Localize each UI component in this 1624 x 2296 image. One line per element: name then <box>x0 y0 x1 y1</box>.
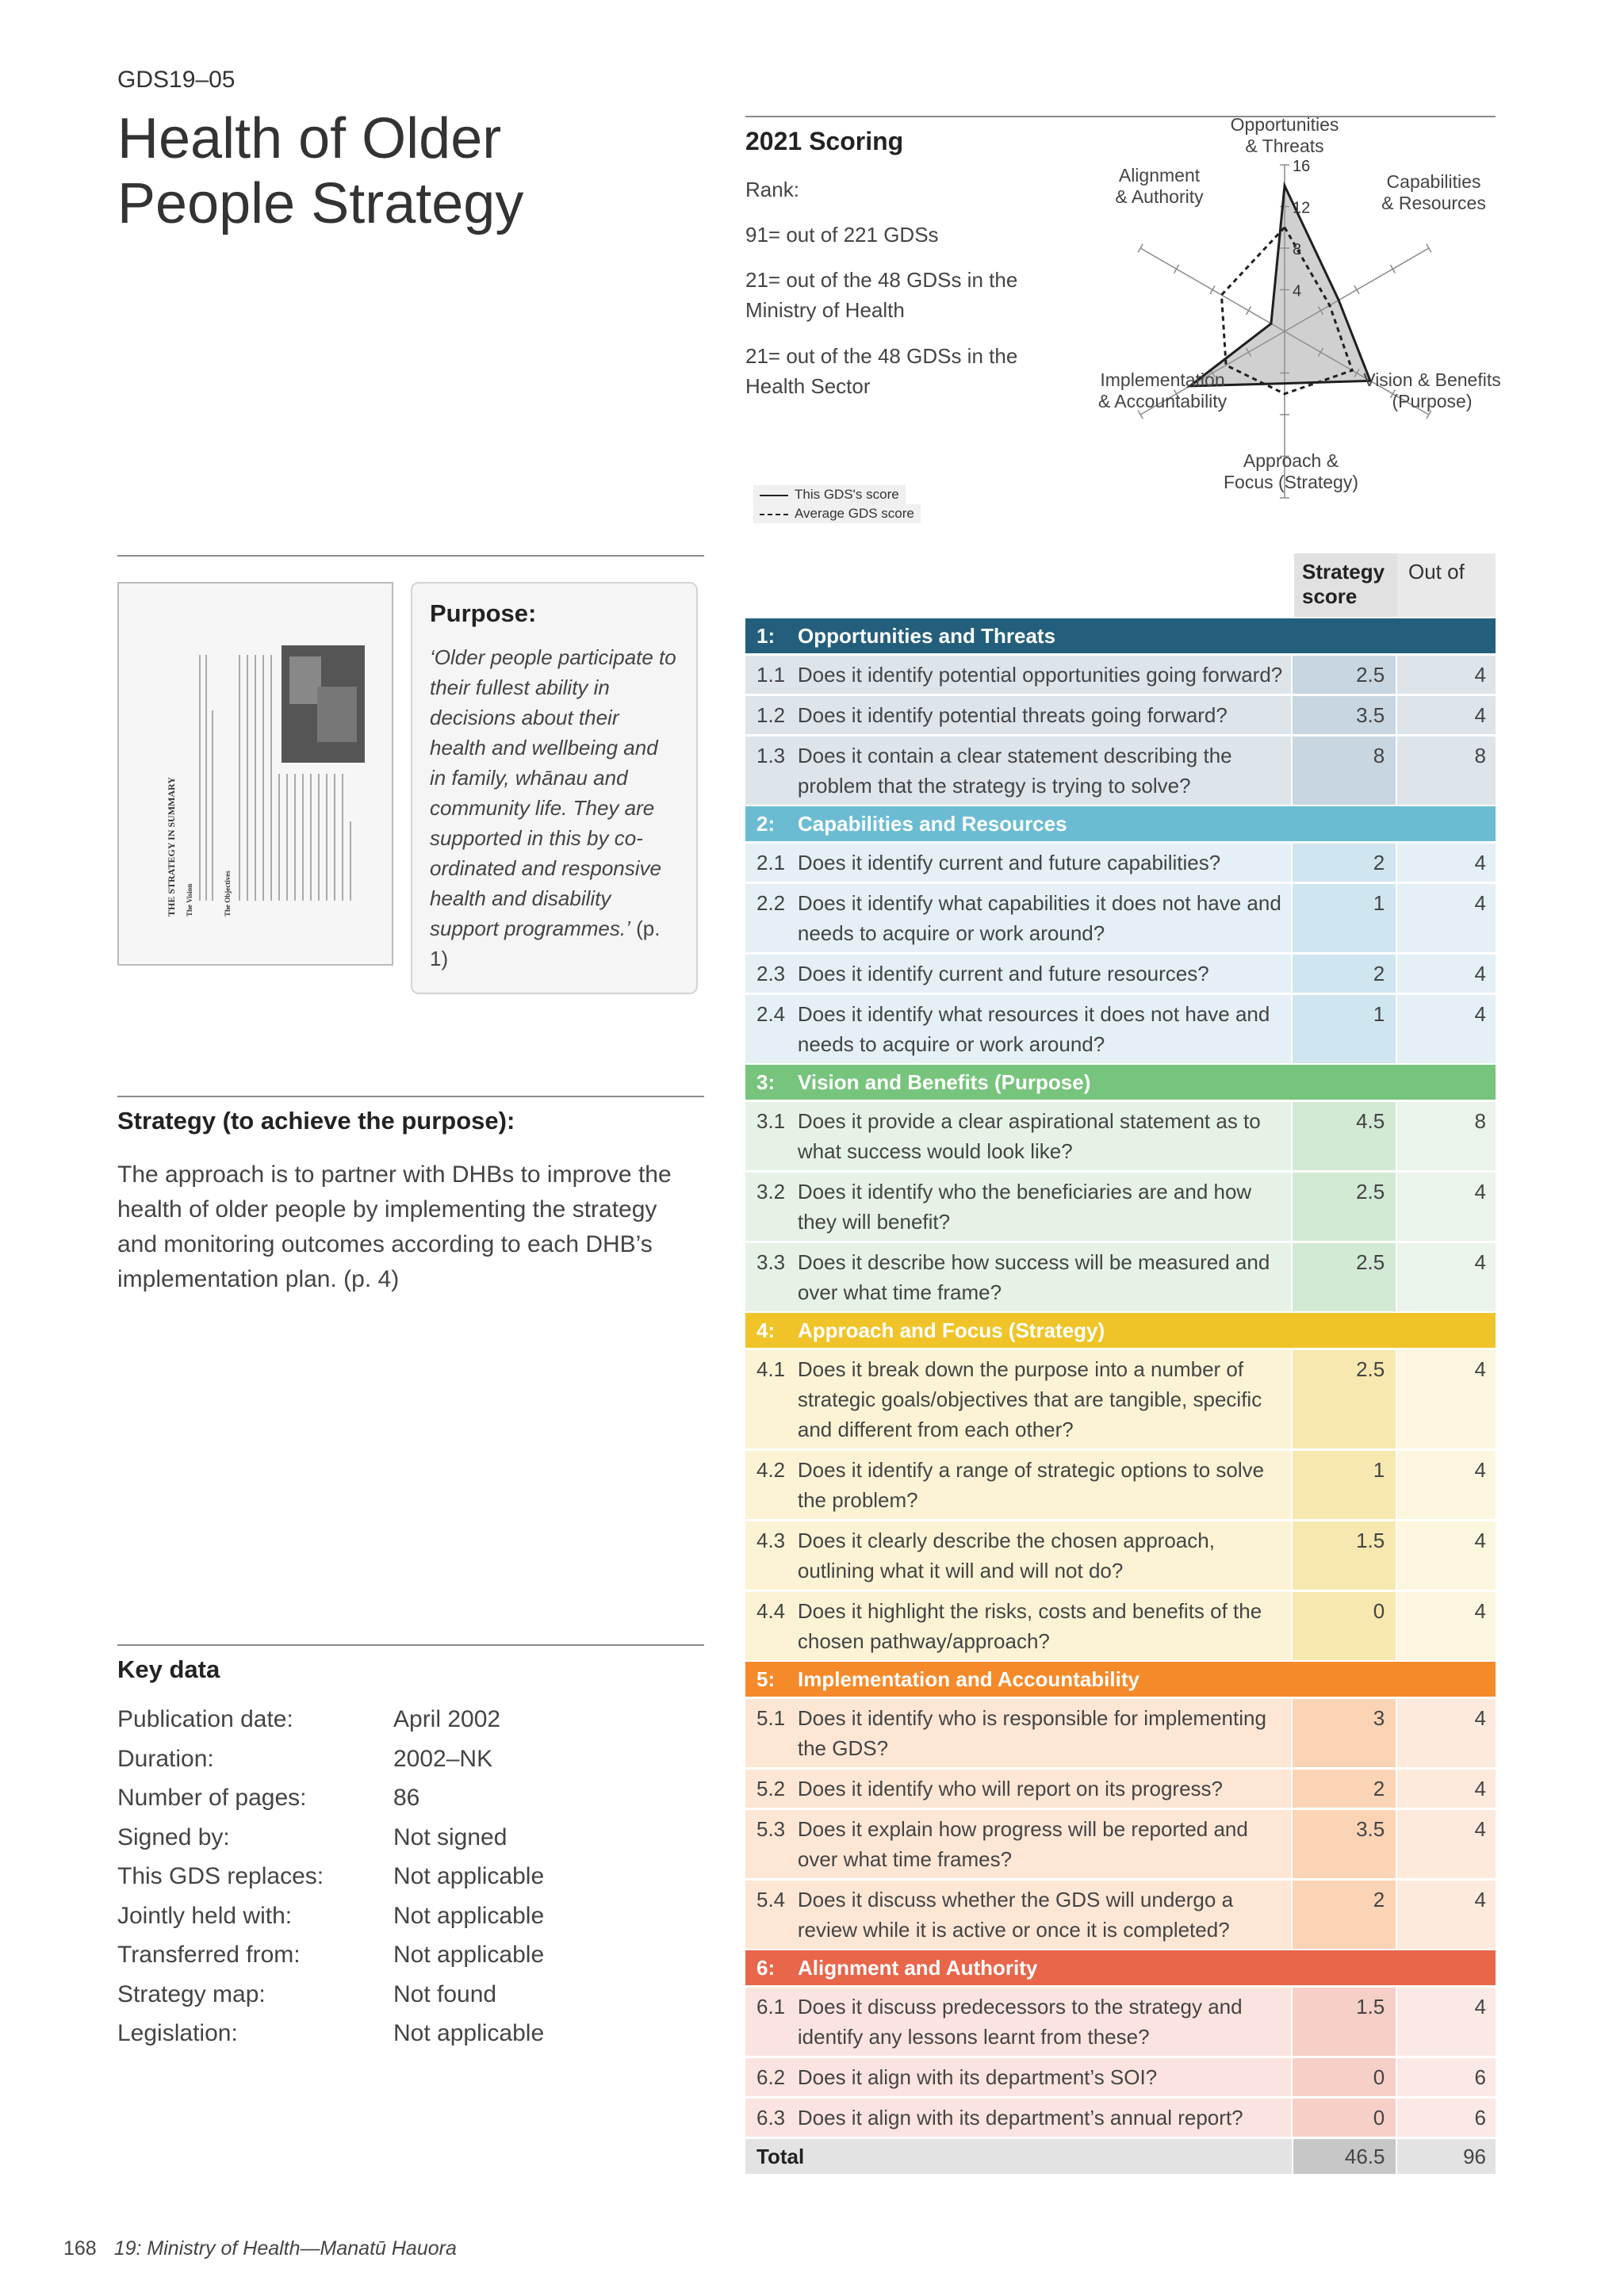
table-row <box>745 844 1496 882</box>
question-text: Does it discuss whether the GDS will undergo a review while it is active or once it is completed? <box>798 1881 1292 1949</box>
key-data-value: Not applicable <box>393 1863 545 1889</box>
radar-axis-label <box>1064 165 1254 208</box>
out-of-score: 8 <box>1397 737 1496 805</box>
strategy-score: 0 <box>1293 2099 1396 2137</box>
question-text: Does it clearly describe the chosen approach, outlining what it will and will not do? <box>798 1521 1292 1590</box>
radar-tick <box>1247 307 1251 315</box>
radar-tick <box>1174 265 1179 273</box>
strategy-score: 2 <box>1293 844 1396 882</box>
strategy-score: 2.5 <box>1293 1173 1396 1241</box>
out-of-score: 4 <box>1397 1770 1496 1808</box>
radar-axis-label-line: Implementation <box>1100 369 1225 390</box>
question-text: Does it contain a clear statement describing the problem that the strategy is trying to solve? <box>798 737 1292 805</box>
strategy-score: 1.5 <box>1293 1988 1396 2056</box>
radar-axis-label <box>1067 369 1258 412</box>
key-data-row <box>117 1778 544 1818</box>
key-data-value: Not signed <box>393 1823 508 1850</box>
question-number: 3.2 <box>745 1173 798 1241</box>
radar-axis-label <box>1339 171 1529 214</box>
legend-this-gds: This GDS's score <box>753 485 906 504</box>
legend-average: Average GDS score <box>753 504 921 523</box>
question-text: Does it identify current and future resources? <box>798 955 1292 993</box>
radar-axis-label-line: Focus (Strategy) <box>1224 472 1358 492</box>
table-row <box>745 1881 1496 1949</box>
out-of-score: 4 <box>1397 884 1496 952</box>
table-row <box>745 884 1496 952</box>
section-number: 5: <box>756 1667 776 1691</box>
key-data-row <box>117 2014 544 2053</box>
purpose-reference: (p. 1) <box>430 916 661 970</box>
key-data-value: Not applicable <box>393 1942 545 1968</box>
key-data-label: Publication date: <box>117 1706 293 1732</box>
key-data-label: Strategy map: <box>117 1980 266 2007</box>
key-data-row <box>117 1896 544 1936</box>
key-data-row <box>117 1975 544 2015</box>
radar-tick <box>1210 285 1215 293</box>
question-number: 1.3 <box>745 737 798 805</box>
section-number: 6: <box>756 1955 776 1980</box>
purpose-box <box>411 582 698 994</box>
radar-axis-label-line: Vision & Benefits <box>1363 369 1501 390</box>
radar-axis-label <box>1196 450 1386 493</box>
key-data-label: Number of pages: <box>117 1785 307 1811</box>
page-number: 168 <box>63 2237 97 2260</box>
total-score: 46.5 <box>1293 2139 1396 2174</box>
radar-axis-label-line: & Accountability <box>1097 391 1228 411</box>
key-data-row <box>117 1818 544 1858</box>
out-of-score: 4 <box>1397 1173 1496 1241</box>
section-title: Vision and Benefits (Purpose) <box>798 1070 1091 1094</box>
column-header-out-of: Out of <box>1397 553 1496 617</box>
divider <box>117 555 704 557</box>
key-data-label: Transferred from: <box>117 1942 301 1968</box>
strategy-score: 0 <box>1293 2058 1396 2096</box>
out-of-score: 4 <box>1397 1521 1496 1590</box>
question-number: 1.1 <box>745 656 798 694</box>
solid-line-icon <box>760 495 788 496</box>
key-data-table <box>117 1700 544 2053</box>
page-title <box>117 106 672 236</box>
radar-tick <box>1138 244 1143 252</box>
strategy-score: 1 <box>1293 884 1396 952</box>
question-text: Does it identify what capabilities it does not have and needs to acquire or work around? <box>798 884 1292 952</box>
out-of-score: 4 <box>1397 1592 1496 1660</box>
radar-series-this-gds <box>1190 186 1370 386</box>
radar-tick-label: 8 <box>1293 241 1302 258</box>
strategy-score: 2 <box>1293 955 1396 993</box>
divider <box>117 1644 704 1646</box>
question-number: 6.1 <box>745 1988 798 2056</box>
thumb-vision: The Vision <box>186 883 193 916</box>
section-header <box>745 1065 1496 1100</box>
table-row <box>745 1592 1496 1660</box>
strategy-heading: Strategy (to achieve the purpose): <box>117 1107 515 1135</box>
question-text: Does it align with its department’s SOI? <box>798 2058 1292 2096</box>
out-of-score: 6 <box>1397 2099 1496 2137</box>
radar-tick-label: 12 <box>1293 199 1311 217</box>
out-of-score: 4 <box>1397 844 1496 882</box>
total-out-of: 96 <box>1397 2139 1496 2174</box>
radar-axis-label-line: Approach & <box>1243 450 1339 471</box>
dashed-line-icon <box>760 514 788 515</box>
radar-axis-label-line: Alignment <box>1118 165 1201 186</box>
radar-tick-label: 16 <box>1293 158 1311 175</box>
section-title: Alignment and Authority <box>798 1955 1038 1980</box>
out-of-score: 4 <box>1397 656 1496 694</box>
out-of-score: 4 <box>1397 1350 1496 1448</box>
radar-tick <box>1354 285 1359 293</box>
section-number: 3: <box>756 1070 776 1094</box>
question-text: Does it identify potential threats going forward? <box>798 696 1292 734</box>
key-data-value: Not applicable <box>393 2020 545 2046</box>
thumb-heading: THE STRATEGY IN SUMMARY <box>166 777 177 916</box>
strategy-score: 1 <box>1293 995 1396 1063</box>
question-text: Does it identify who is responsible for implementing the GDS? <box>798 1699 1292 1767</box>
rank-sector: 21= out of the 48 GDSs in the Health Sector <box>745 344 1018 398</box>
strategy-text: The approach is to partner with DHBs to improve the health of older people by implementing the strategy and monitoring outcomes according to each DHB’s implementation plan. (p. 4) <box>117 1161 672 1292</box>
key-data-label: Legislation: <box>117 2020 238 2046</box>
question-text: Does it align with its department’s annual report? <box>798 2099 1292 2137</box>
table-row <box>745 1451 1496 1519</box>
strategy-score: 3.5 <box>1293 696 1396 734</box>
section-title: Opportunities and Threats <box>798 623 1056 648</box>
table-row <box>745 1243 1496 1311</box>
question-number: 5.2 <box>745 1770 798 1808</box>
table-row <box>745 1521 1496 1590</box>
out-of-score: 6 <box>1397 2058 1496 2096</box>
question-number: 4.4 <box>745 1592 798 1660</box>
strategy-score: 2.5 <box>1293 1350 1396 1448</box>
question-text: Does it identify potential opportunities going forward? <box>798 656 1292 694</box>
question-text: Does it identify what resources it does not have and needs to acquire or work around? <box>798 995 1292 1063</box>
out-of-score: 4 <box>1397 955 1496 993</box>
table-row <box>745 737 1496 805</box>
question-number: 6.3 <box>745 2099 798 2137</box>
section-header <box>745 806 1496 841</box>
section-header <box>745 1662 1496 1697</box>
radar-axis-label <box>1189 114 1380 157</box>
section-header <box>745 1950 1496 1985</box>
strategy-score: 2.5 <box>1293 1243 1396 1311</box>
question-text: Does it identify who will report on its progress? <box>798 1770 1292 1808</box>
section-header <box>745 1313 1496 1348</box>
question-number: 2.2 <box>745 884 798 952</box>
radar-axis-label-line: (Purpose) <box>1392 391 1473 411</box>
table-row <box>745 656 1496 694</box>
table-row <box>745 1102 1496 1170</box>
strategy-score: 2 <box>1293 1770 1396 1808</box>
question-text: Does it identify a range of strategic options to solve the problem? <box>798 1451 1292 1519</box>
question-text: Does it identify current and future capabilities? <box>798 844 1292 882</box>
radar-tick <box>1427 244 1431 252</box>
key-data-value: Not found <box>393 1980 497 2007</box>
score-table <box>745 553 1496 2174</box>
table-row <box>745 2099 1496 2137</box>
table-row <box>745 955 1496 993</box>
chapter-title: 19: Ministry of Health—Manatū Hauora <box>113 2237 457 2260</box>
question-text: Does it explain how progress will be reported and over what time frames? <box>798 1810 1292 1878</box>
strategy-score: 1.5 <box>1293 1521 1396 1590</box>
strategy-score: 2.5 <box>1293 656 1396 694</box>
out-of-score: 4 <box>1397 1810 1496 1878</box>
question-number: 4.1 <box>745 1350 798 1448</box>
radar-tick-label: 4 <box>1293 282 1302 300</box>
thumb-objectives: The Objectives <box>224 871 232 916</box>
rank-label: Rank: <box>745 178 799 201</box>
out-of-score: 4 <box>1397 1699 1496 1767</box>
table-row <box>745 995 1496 1063</box>
question-text: Does it highlight the risks, costs and benefits of the chosen pathway/approach? <box>798 1592 1292 1660</box>
strategy-score: 3.5 <box>1293 1810 1396 1878</box>
purpose-quote: ‘Older people participate to their fullest ability in decisions about their health and wellbeing and in family, whānau and community life. They are supported in this by co-ordinated and responsive health and disability support programmes.’ <box>430 645 676 940</box>
section-number: 1: <box>756 623 776 648</box>
table-header <box>745 553 1496 617</box>
question-text: Does it identify who the beneficiaries are and how they will benefit? <box>798 1173 1292 1241</box>
total-label: Total <box>745 2139 1292 2174</box>
radar-axis-label-line: & Authority <box>1115 186 1204 207</box>
purpose-text <box>430 642 679 974</box>
strategy-score: 3 <box>1293 1699 1396 1767</box>
out-of-score: 4 <box>1397 1881 1496 1949</box>
radar-axis-label-line: & Threats <box>1245 136 1324 156</box>
question-number: 2.1 <box>745 844 798 882</box>
key-data-row <box>117 1700 544 1739</box>
radar-axis-label-line: & Resources <box>1381 193 1486 213</box>
key-data-label: Signed by: <box>117 1823 230 1850</box>
question-number: 4.2 <box>745 1451 798 1519</box>
divider <box>117 1096 704 1097</box>
out-of-score: 8 <box>1397 1102 1496 1170</box>
out-of-score: 4 <box>1397 995 1496 1063</box>
radar-axis-label-line: Opportunities <box>1230 114 1339 135</box>
key-data-value: Not applicable <box>393 1902 545 1929</box>
key-data-row <box>117 1857 544 1896</box>
table-row <box>745 1350 1496 1448</box>
out-of-score: 4 <box>1397 696 1496 734</box>
divider <box>745 116 1496 117</box>
section-number: 2: <box>756 811 776 836</box>
strategy-score: 2 <box>1293 1881 1396 1949</box>
question-number: 3.3 <box>745 1243 798 1311</box>
table-row <box>745 696 1496 734</box>
scoring-title: 2021 Scoring <box>745 127 904 155</box>
key-data-value: 86 <box>393 1785 420 1811</box>
section-title: Implementation and Accountability <box>798 1667 1139 1691</box>
question-number: 2.4 <box>745 995 798 1063</box>
table-row <box>745 2058 1496 2096</box>
table-row <box>745 1770 1496 1808</box>
page-footer <box>63 2237 457 2260</box>
key-data-label: Jointly held with: <box>117 1902 293 1929</box>
column-header-score: Strategy score <box>1294 553 1397 617</box>
table-row <box>745 1810 1496 1878</box>
table-row <box>745 1699 1496 1767</box>
title-line-1: Health of Older <box>117 107 502 170</box>
cover-image <box>119 584 392 964</box>
section-title: Approach and Focus (Strategy) <box>798 1318 1105 1342</box>
question-number: 5.3 <box>745 1810 798 1878</box>
question-text: Does it discuss predecessors to the strategy and identify any lessons learnt from these? <box>798 1988 1292 2056</box>
question-number: 5.1 <box>745 1699 798 1767</box>
radar-tick <box>1390 265 1395 273</box>
question-number: 6.2 <box>745 2058 798 2096</box>
question-text: Does it describe how success will be measured and over what time frame? <box>798 1243 1292 1311</box>
section-number: 4: <box>756 1318 776 1342</box>
rank-department: 21= out of the 48 GDSs in the Ministry of Health <box>745 268 1018 322</box>
key-data-row <box>117 1739 544 1779</box>
strategy-score: 4.5 <box>1293 1102 1396 1170</box>
strategy-score: 1 <box>1293 1451 1396 1519</box>
table-row <box>745 1988 1496 2056</box>
key-data-label: This GDS replaces: <box>117 1863 324 1889</box>
strategy-score: 8 <box>1293 737 1396 805</box>
section-header <box>745 618 1496 653</box>
purpose-heading: Purpose: <box>430 599 537 627</box>
table-row <box>745 1173 1496 1241</box>
rank-overall: 91= out of 221 GDSs <box>745 223 939 247</box>
question-text: Does it break down the purpose into a number of strategic goals/objectives that are tangible, specific and different from each other? <box>798 1350 1292 1448</box>
section-title: Capabilities and Resources <box>798 811 1067 836</box>
key-data-row <box>117 1935 544 1975</box>
key-data-label: Duration: <box>117 1745 214 1772</box>
question-number: 4.3 <box>745 1521 798 1590</box>
radar-axis-label-line: Capabilities <box>1386 171 1481 192</box>
key-data-value: 2002–NK <box>393 1745 493 1772</box>
document-code: GDS19–05 <box>117 67 236 93</box>
out-of-score: 4 <box>1397 1243 1496 1311</box>
document-thumbnail <box>117 582 393 966</box>
radar-axis-label <box>1337 369 1527 412</box>
question-text: Does it provide a clear aspirational statement as to what success would look like? <box>798 1102 1292 1170</box>
total-row <box>745 2139 1496 2174</box>
key-data-value: April 2002 <box>393 1706 501 1732</box>
question-number: 2.3 <box>745 955 798 993</box>
key-data-heading: Key data <box>117 1655 220 1683</box>
strategy-score: 0 <box>1293 1592 1396 1660</box>
out-of-score: 4 <box>1397 1988 1496 2056</box>
question-number: 3.1 <box>745 1102 798 1170</box>
out-of-score: 4 <box>1397 1451 1496 1519</box>
question-number: 1.2 <box>745 696 798 734</box>
question-number: 5.4 <box>745 1881 798 1949</box>
title-line-2: People Strategy <box>117 172 524 235</box>
